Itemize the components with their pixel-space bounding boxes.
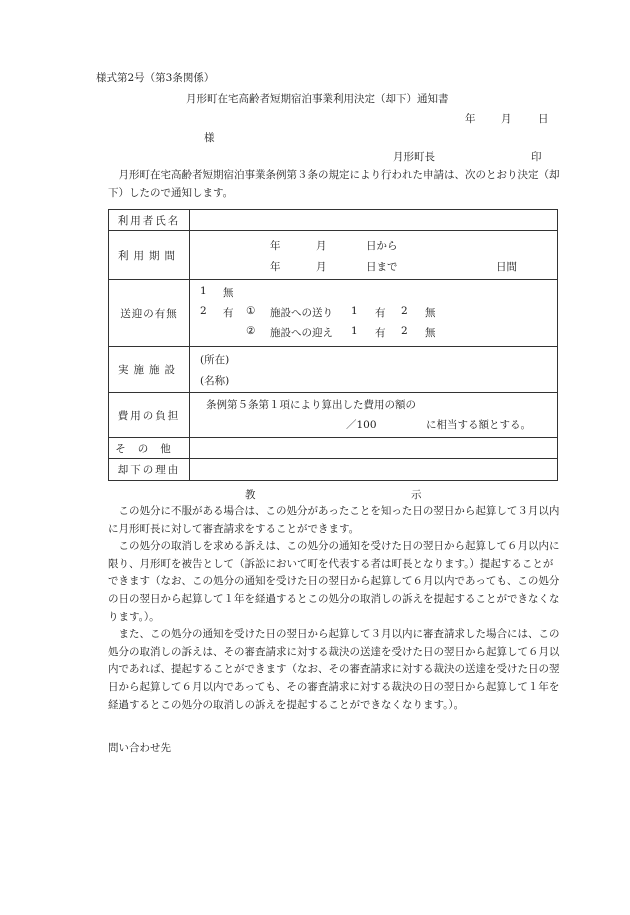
period-end-year: 年 — [270, 261, 281, 273]
intro-text: 月形町在宅高齢者短期宿泊事業条例第３条の規定により行われた申請は、次のとおり決定（却下）したので通知します。 — [108, 169, 560, 199]
date-day: 日 — [538, 113, 549, 125]
period-start-month: 月 — [316, 240, 327, 252]
contact-label: 問い合わせ先 — [108, 742, 171, 754]
date-month: 月 — [501, 113, 512, 125]
period-end-day: 日まで — [366, 261, 398, 273]
facility-label: 実施施設 — [109, 347, 190, 393]
intro-paragraph — [108, 167, 562, 202]
other-value — [190, 438, 558, 459]
pick-label: 施設への迎え — [270, 327, 333, 339]
transport-opt1: 無 — [223, 287, 234, 299]
row-transport — [109, 280, 558, 347]
notice-paragraph-2: この処分の取消しを求める訴えは、この処分の通知を受けた日の翌日から起算して６月以内に限り、月形町を被告として（訴訟において町を代表する者は町長となります。）提起することができます（なお、この処分の通知を受けた日の翌日から起算して６月以内であっても、この処分の日の翌日から起算して１年を経過するとこの処分の取消しの訴えを提起することができなくなります。）。 — [108, 540, 560, 623]
notice-paragraph-1: この処分に不服がある場合は、この処分があったことを知った日の翌日から起算して３月以内に月形町長に対して審査請求をすることができます。 — [108, 505, 560, 535]
cost-label: 費用の負担 — [109, 393, 190, 438]
period-value — [190, 231, 558, 280]
reason-label: 却下の理由 — [109, 459, 190, 481]
transport-opt2-num: 2 — [200, 305, 207, 317]
period-start-year: 年 — [270, 240, 281, 252]
row-cost — [109, 393, 558, 438]
pick-yes: 有 — [375, 327, 386, 339]
cost-line1: 条例第５条第１項により算出した費用の額の — [206, 399, 416, 411]
notice-paragraph-3: また、この処分の通知を受けた日の翌日から起算して３月以内に審査請求した場合には、この処分の取消しの訴えは、その審査請求に対する裁決の送達を受けた日の翌日から起算して６月以内であれば、提起することができます（なお、その審査請求に対する裁決の送達を受けた日の翌日から起算して６月以内であっても、その審査請求に対する裁決の日の翌日から起算して１年を経過するとこの処分の取消しの訴えを提起することができなくなります。）。 — [108, 628, 560, 711]
transport-opt2: 有 — [223, 307, 234, 319]
transport-label: 送迎の有無 — [109, 280, 190, 347]
pick-yes-num: 1 — [351, 325, 358, 337]
addressee-suffix: 様 — [204, 132, 215, 144]
seal-mark: 印 — [531, 151, 542, 163]
send-yes: 有 — [375, 307, 386, 319]
send-num: ① — [246, 305, 256, 317]
facility-location: (所在) — [200, 354, 230, 366]
notice-heading-left: 教 — [245, 489, 256, 501]
row-other — [109, 438, 558, 459]
other-label: その他 — [109, 438, 190, 459]
pick-num: ② — [246, 325, 256, 337]
period-days: 日間 — [496, 261, 517, 273]
send-label: 施設への送り — [270, 307, 333, 319]
cost-value — [190, 393, 558, 438]
period-start-day: 日から — [366, 240, 398, 252]
row-period — [109, 231, 558, 280]
send-no-num: 2 — [401, 305, 408, 317]
cost-fraction: ／100 — [346, 419, 377, 431]
decision-table — [108, 209, 558, 481]
facility-name: (名称) — [200, 375, 230, 387]
transport-opt1-num: 1 — [200, 285, 207, 297]
date-year: 年 — [465, 113, 476, 125]
reason-value — [190, 459, 558, 481]
facility-value — [190, 347, 558, 393]
row-facility — [109, 347, 558, 393]
period-end-month: 月 — [316, 261, 327, 273]
issuer: 月形町長 — [393, 151, 435, 163]
pick-no-num: 2 — [401, 325, 408, 337]
user-name-label: 利用者氏名 — [109, 210, 190, 231]
pick-no: 無 — [425, 327, 436, 339]
row-user-name — [109, 210, 558, 231]
notice-body — [108, 503, 562, 714]
period-label: 利用期間 — [109, 231, 190, 280]
send-yes-num: 1 — [351, 305, 358, 317]
user-name-value — [190, 210, 558, 231]
row-reason — [109, 459, 558, 481]
transport-value — [190, 280, 558, 347]
form-number: 様式第2号（第3条関係） — [96, 72, 215, 84]
send-no: 無 — [425, 307, 436, 319]
notice-heading-right: 示 — [411, 489, 422, 501]
cost-line2: に相当する額とする。 — [426, 419, 531, 431]
document-title: 月形町在宅高齢者短期宿泊事業利用決定（却下）通知書 — [186, 93, 449, 105]
